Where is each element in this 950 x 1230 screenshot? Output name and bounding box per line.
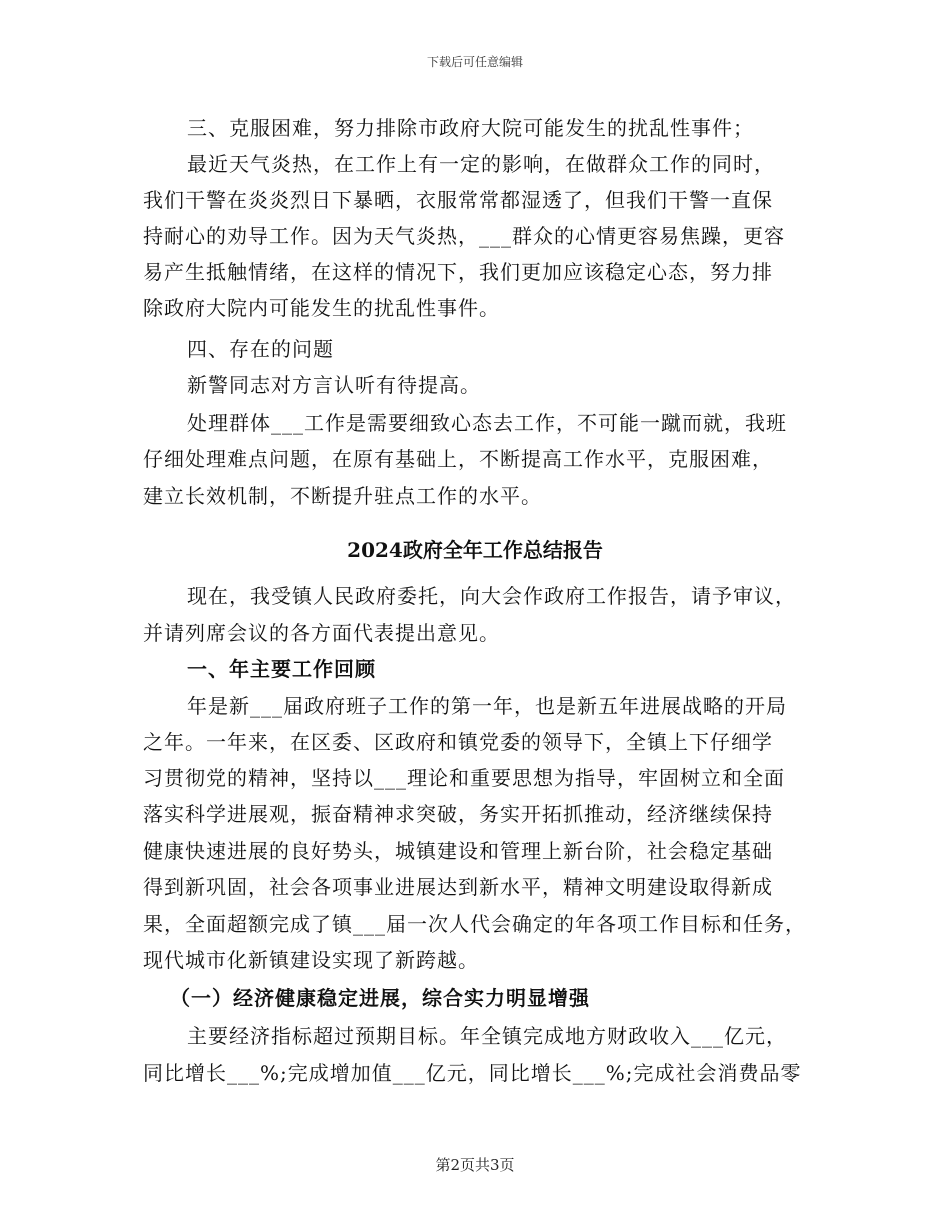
text-line: 现代城市化新镇建设实现了新跨越。 bbox=[143, 948, 479, 972]
text-line: 易产生抵触情绪，在这样的情况下，我们更加应该稳定心态，努力排 bbox=[143, 260, 773, 284]
text-line: 习贯彻党的精神，坚持以___理论和重要思想为指导，牢固树立和全面 bbox=[143, 766, 785, 790]
page-footer: 第2页共3页 bbox=[435, 1156, 515, 1174]
text-line: 并请列席会议的各方面代表提出意见。 bbox=[143, 621, 500, 645]
text-line: 健康快速进展的良好势头，城镇建设和管理上新台阶，社会稳定基础 bbox=[143, 839, 773, 863]
text-line: 得到新巩固，社会各项事业进展达到新水平，精神文明建设取得新成 bbox=[143, 875, 773, 899]
text-line: 年是新___届政府班子工作的第一年，也是新五年进展战略的开局 bbox=[187, 694, 787, 718]
text-line: 现在，我受镇人民政府委托，向大会作政府工作报告，请予审议， bbox=[187, 584, 796, 608]
text-line: 同比增长___%;完成增加值___亿元，同比增长___%;完成社会消费品零 bbox=[143, 1061, 802, 1085]
text-line: 果，全面超额完成了镇___届一次人代会确定的年各项工作目标和任务， bbox=[143, 912, 806, 936]
section-heading: 一、年主要工作回顾 bbox=[187, 657, 376, 681]
text-line: 我们干警在炎炎烈日下暴晒，衣服常常都湿透了，但我们干警一直保 bbox=[143, 188, 773, 212]
text-line: 最近天气炎热，在工作上有一定的影响，在做群众工作的同时， bbox=[187, 152, 775, 176]
text-line: 仔细处理难点问题，在原有基础上，不断提高工作水平，克服困难， bbox=[143, 447, 773, 471]
page-header: 下载后可任意编辑 bbox=[426, 55, 523, 69]
text-line: 主要经济指标超过预期目标。年全镇完成地方财政收入___亿元， bbox=[187, 1024, 787, 1048]
text-line: 除政府大院内可能发生的扰乱性事件。 bbox=[143, 296, 500, 320]
text-line: 三、克服困难，努力排除市政府大院可能发生的扰乱性事件； bbox=[187, 116, 754, 140]
text-line: 之年。一年来，在区委、区政府和镇党委的领导下，全镇上下仔细学 bbox=[143, 730, 773, 754]
text-line: 建立长效机制，不断提升驻点工作的水平。 bbox=[143, 484, 542, 508]
subsection-heading: （一）经济健康稳定进展，综合实力明显增强 bbox=[170, 986, 590, 1010]
text-line: 处理群体___工作是需要细致心态去工作，不可能一蹴而就，我班 bbox=[187, 411, 787, 435]
text-line: 落实科学进展观，振奋精神求突破，务实开拓抓推动，经济继续保持 bbox=[143, 802, 773, 826]
text-line: 持耐心的劝导工作。因为天气炎热，___群众的心情更容易焦躁，更容 bbox=[143, 224, 785, 248]
text-line: 新警同志对方言认听有待提高。 bbox=[187, 373, 481, 397]
report-title: 2024政府全年工作总结报告 bbox=[347, 538, 603, 562]
section-heading: 四、存在的问题 bbox=[187, 337, 334, 361]
